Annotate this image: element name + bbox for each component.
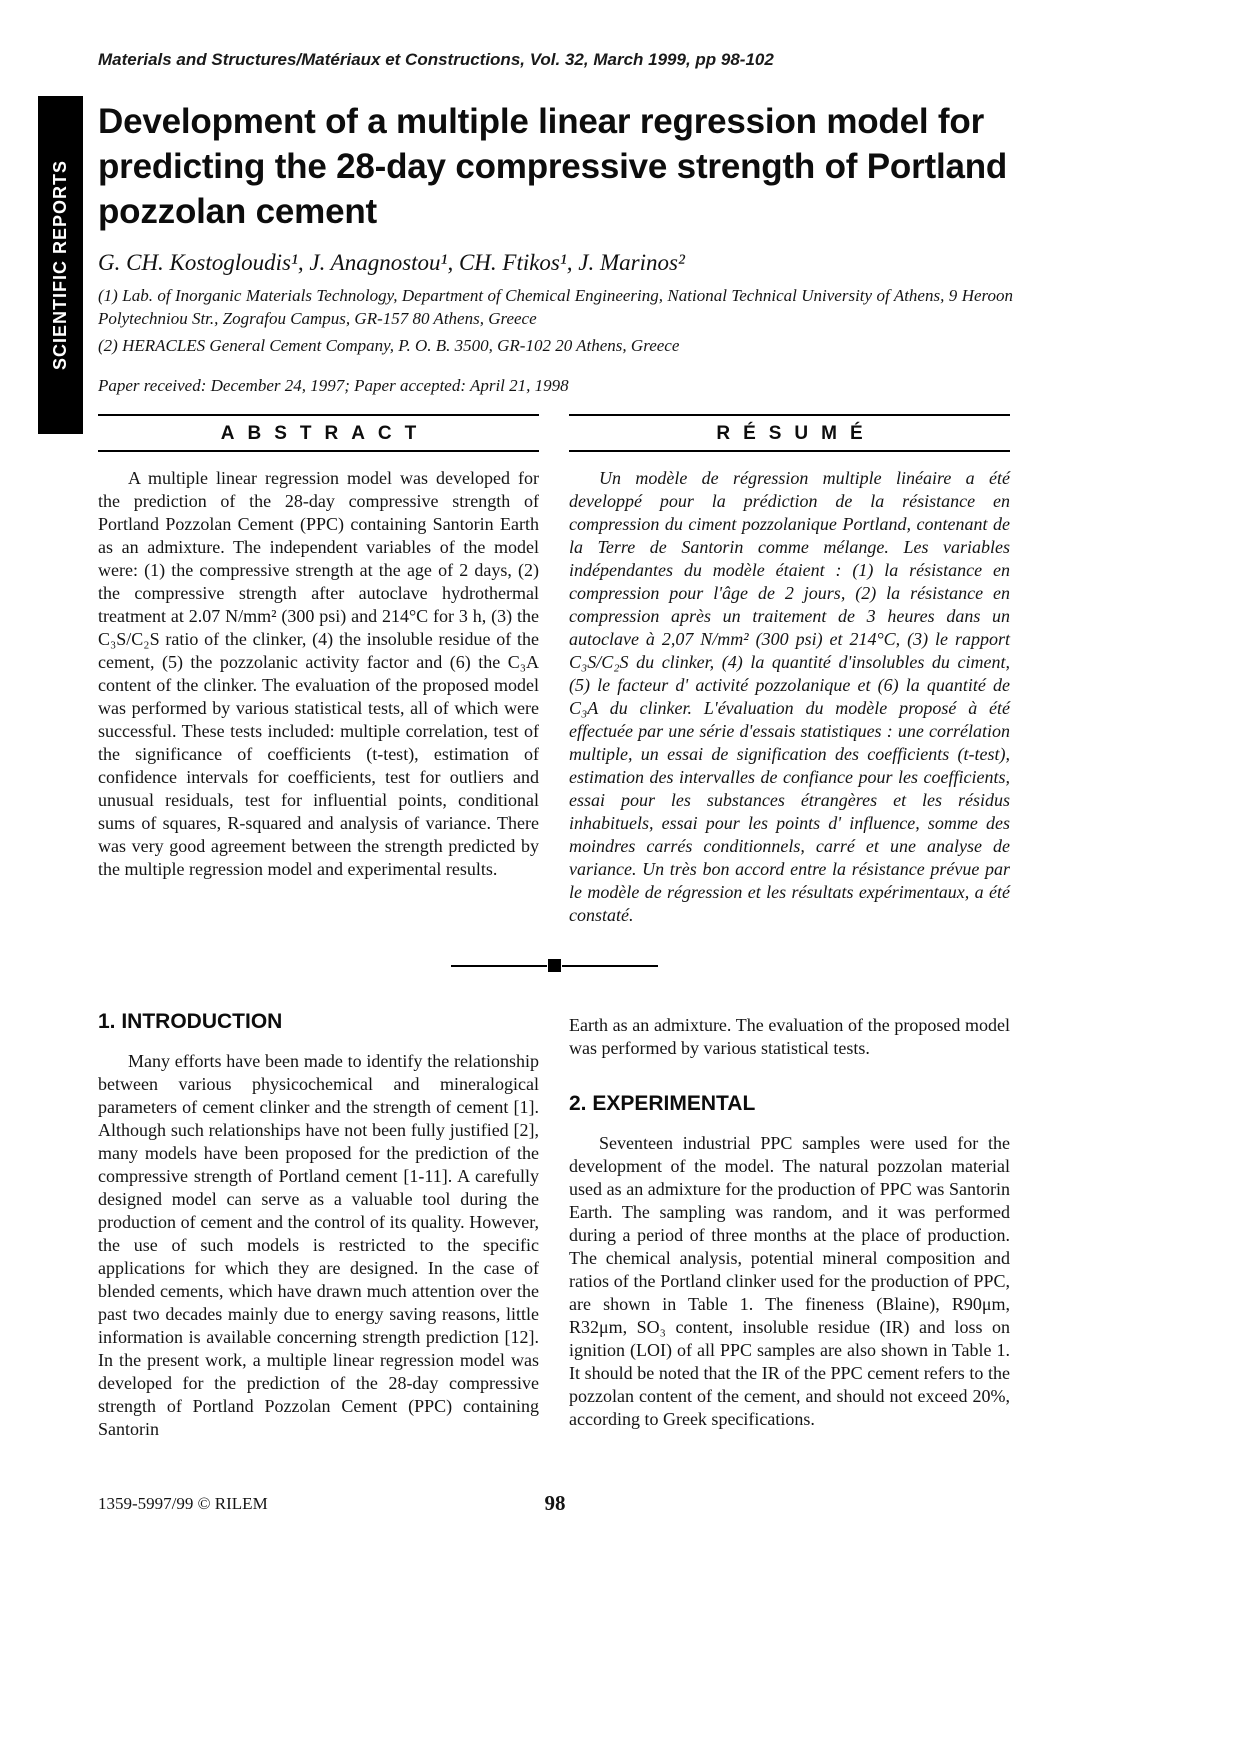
authors-line: G. CH. Kostogloudis¹, J. Anagnostou¹, CH. Ftikos¹, J. Marinos² — [98, 250, 685, 276]
introduction-heading: 1. INTRODUCTION — [98, 1010, 283, 1034]
affiliation-2: (2) HERACLES General Cement Company, P. O. B. 3500, GR-102 20 Athens, Greece — [98, 336, 680, 356]
footer-copyright: 1359-5997/99 © RILEM — [98, 1494, 268, 1513]
scientific-reports-label: SCIENTIFIC REPORTS — [50, 159, 70, 370]
article-title: Development of a multiple linear regression model for predicting the 28-day compressive strength of Portland pozzolan cement — [98, 102, 1008, 231]
experimental-column — [569, 1010, 1010, 1441]
affiliations — [98, 285, 1013, 358]
abstract-body: A multiple linear regression model was developed for the prediction of the 28-day compressive strength of Portland Pozzolan Cement (PPC) containing Santorin Earth as an admixture. The independent variables of the model were: (1) the compressive strength at the age of 2 days, (2) the compressive strength after autoclave hydrothermal treatment at 2.07 N/mm² (300 psi) and 214°C for 3 h, (3) the C₃S/C₂S ratio of the clinker, (4) the insoluble residue of the cement, (5) the pozzolanic activity factor and (6) the C₃A content of the clinker. The evaluation of the proposed model was performed by various statistical tests, all of which were successful. These tests included: multiple correlation, test of the significance of coefficients (t-test), estimation of confidence intervals for coefficients, test for outliers and unusual residuals, test for influential points, conditional sums of squares, R-squared and analysis of variance. There was very good agreement between the strength predicted by the multiple regression model and experimental results. — [98, 468, 539, 880]
abstract-heading: ABSTRACT — [98, 414, 539, 452]
introduction-continuation: Earth as an admixture. The evaluation of the proposed model was performed by various statistical tests. — [569, 1015, 1010, 1059]
resume-body: Un modèle de régression multiple linéaire a été developpé pour la prédiction de la résistance en compression du ciment pozzolanique Portland, contenant de la Terre de Santorin comme mélange. Les variables indépendantes du modèle étaient : (1) la résistance en compression pour l'âge de 2 jours, (2) la résistance en compression après un traitement de 3 heures dans un autoclave à 2,07 N/mm² (300 psi) et 214°C, (3) le rapport C₃S/C₂S du clinker, (4) la quantité d'insolubles du ciment, (5) le facteur d' activité pozzolanique et (6) la quantité de C₃A du clinker. L'évaluation du modèle proposé à été effectuée par une série d'essais statistiques : une corrélation multiple, un essai de signification des coefficients (t-test), estimation des intervalles de confiance pour les coefficients, essai pour les substances étrangères et les résidus inhabituels, essai pour les points d' influence, somme des moindres carrés conditionnels, carré et une analyse de variance. Un très bon accord entre la résistance prévue par le modèle de régression et les résultats expérimentaux, a été constaté. — [569, 468, 1010, 926]
abstract-resume-section — [98, 414, 1010, 927]
scientific-reports-banner — [38, 96, 83, 434]
introduction-body: Many efforts have been made to identify the relationship between various physicochemical and mineralogical parameters of cement clinker and the strength of cement [1]. Although such relationships have not been fully justified [2], many models have been proposed for the prediction of the compressive strength of Portland cement [1-11]. A carefully designed model can serve as a valuable tool during the production of cement and the control of its quality. However, the use of such models is restricted to the specific applications for which they are designed. In the case of blended cements, which have drawn much attention over the past two decades mainly due to energy saving reasons, little information is available concerning strength prediction [12]. In the present work, a multiple linear regression model was developed for the prediction of the 28-day compressive strength of Portland Pozzolan Cement (PPC) containing Santorin — [98, 1051, 539, 1440]
section-divider — [98, 959, 1010, 972]
abstract-column — [98, 414, 539, 927]
journal-header: Materials and Structures/Matériaux et Constructions, Vol. 32, March 1999, pp 98-102 — [98, 50, 774, 69]
article-body — [98, 100, 1090, 1441]
divider-square-icon — [548, 959, 561, 972]
intro-experimental-section — [98, 1010, 1010, 1441]
introduction-column — [98, 1010, 539, 1441]
resume-column — [569, 414, 1010, 927]
divider-line-right — [562, 965, 658, 967]
experimental-body: Seventeen industrial PPC samples were used for the development of the model. The natural pozzolan material used as an admixture for the production of PPC was Santorin Earth. The sampling was random, and it was performed during a period of three months at the place of production. The chemical analysis, potential mineral composition and ratios of the Portland clinker used for the production of PPC, are shown in Table 1. The fineness (Blaine), R90μm, R32μm, SO₃ content, insoluble residue (IR) and loss on ignition (LOI) of all PPC samples are also shown in Table 1. It should be noted that the IR of the PPC cement refers to the pozzolan content of the cement, and should not exceed 20%, according to Greek specifications. — [569, 1133, 1010, 1430]
experimental-heading: 2. EXPERIMENTAL — [569, 1092, 756, 1116]
page-number: 98 — [544, 1491, 566, 1515]
resume-heading: RÉSUMÉ — [569, 414, 1010, 452]
received-accepted-dates: Paper received: December 24, 1997; Paper accepted: April 21, 1998 — [98, 376, 569, 396]
affiliation-1: (1) Lab. of Inorganic Materials Technology, Department of Chemical Engineering, National Technical University of Athens, 9 Heroon Polytechniou Str., Zografou Campus, GR-157 80 Athens, Greece — [98, 286, 1013, 329]
divider-line-left — [451, 965, 547, 967]
